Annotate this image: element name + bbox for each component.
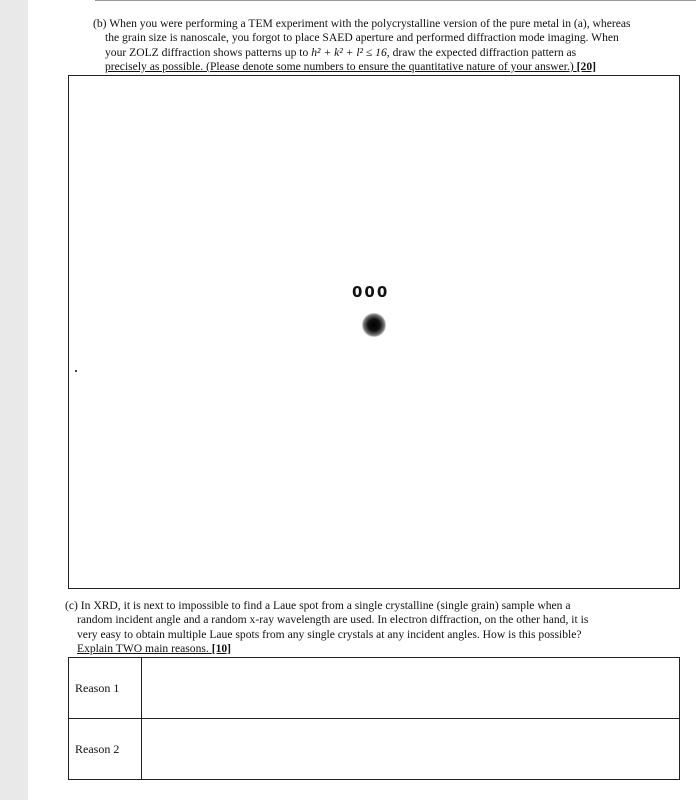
question-c-line-2: random incident angle and a random x-ray wavelength are used. In electron diffraction, on the other hand, it is [77, 613, 589, 627]
question-c [65, 599, 681, 656]
top-divider [95, 0, 696, 1]
reason-1-answer-cell[interactable] [142, 658, 680, 719]
question-b-line-1: (b) When you were performing a TEM experiment with the polycrystalline version of the pure metal in (a), whereas [93, 17, 631, 30]
question-b-line-3-text: your ZOLZ diffraction shows patterns up to [105, 45, 312, 59]
stray-mark [75, 370, 77, 372]
question-c-line-4 [65, 642, 681, 656]
question-b-line-2: the grain size is nanoscale, you forgot to place SAED aperture and performed diffraction mode imaging. When [105, 31, 619, 45]
question-c-line-4-text: Explain TWO main reasons. [77, 641, 212, 655]
question-c-line-3: very easy to obtain multiple Laue spots from any single crystals at any incident angles. How is this possible? [77, 627, 582, 641]
miller-index-condition: h² + k² + l² ≤ 16 [311, 45, 387, 59]
question-b-line-3-tail: , draw the expected diffraction pattern as [386, 45, 577, 59]
reason-row-2 [69, 719, 680, 780]
question-b-line-3 [93, 46, 696, 60]
reason-row-1 [69, 658, 680, 719]
question-b [93, 17, 696, 74]
reasons-table [68, 657, 680, 780]
reason-2-answer-cell[interactable] [142, 719, 680, 780]
question-b-points: [20] [576, 59, 596, 73]
reason-1-label: Reason 1 [69, 658, 142, 719]
question-b-line-4-text: precisely as possible. (Please denote some numbers to ensure the quantitative nature of your answer.) [105, 59, 577, 73]
center-spot-label: 000 [352, 283, 390, 301]
reason-2-label: Reason 2 [69, 719, 142, 780]
transmitted-beam-spot [362, 313, 386, 337]
question-b-line-4 [93, 60, 696, 74]
question-c-points: [10] [211, 641, 232, 655]
question-c-line-1: (c) In XRD, it is next to impossible to find a Laue spot from a single crystalline (single grain) sample when a [65, 599, 571, 612]
